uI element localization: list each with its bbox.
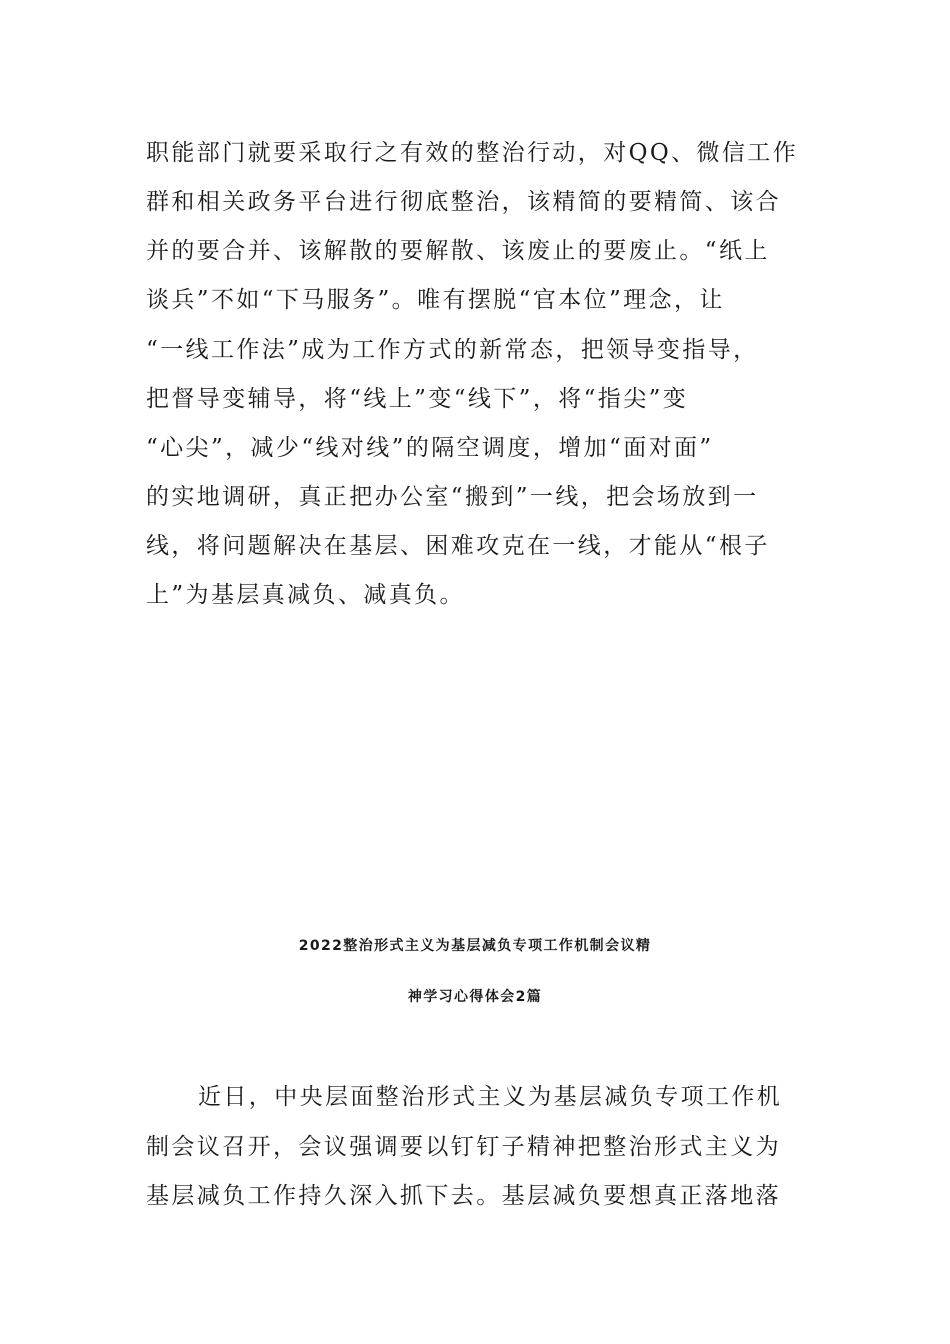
heading-line-2: 神学习心得体会2篇 (407, 989, 543, 1005)
paragraph-line: “一线工作法”成为工作方式的新常态，把领导变指导， (146, 337, 759, 363)
paragraph-line: 的实地调研，真正把办公室“搬到”一线，把会场放到一 (146, 484, 759, 510)
paragraph-line: 群和相关政务平台进行彻底整治，该精简的要精简、该合 (146, 189, 781, 215)
paragraph-line: “心尖”，减少“线对线”的隔空调度，增加“面对面” (146, 435, 714, 461)
paragraph-line: 上”为基层真减负、减真负。 (146, 582, 465, 608)
paragraph-line: 并的要合并、该解散的要解散、该废止的要废止。“纸上 (146, 238, 770, 264)
paragraph-line: 把督导变辅导，将“线上”变“线下”，将“指尖”变 (146, 386, 689, 412)
paragraph-line: 基层减负工作持久深入抓下去。基层减负要想真正落地落 (146, 1183, 781, 1209)
paragraph-line: 职能部门就要采取行之有效的整治行动，对QQ、微信工作 (146, 140, 799, 166)
paragraph-line: 谈兵”不如“下马服务”。唯有摆脱“官本位”理念，让 (146, 287, 725, 313)
paragraph-line: 制会议召开，会议强调要以钉钉子精神把整治形式主义为 (146, 1134, 781, 1160)
paragraph-line: 近日，中央层面整治形式主义为基层减负专项工作机 (198, 1084, 783, 1110)
heading-line-1: 2022整治形式主义为基层减负专项工作机制会议精 (298, 938, 652, 954)
paragraph-line: 线，将问题解决在基层、困难攻克在一线，才能从“根子 (146, 533, 770, 559)
